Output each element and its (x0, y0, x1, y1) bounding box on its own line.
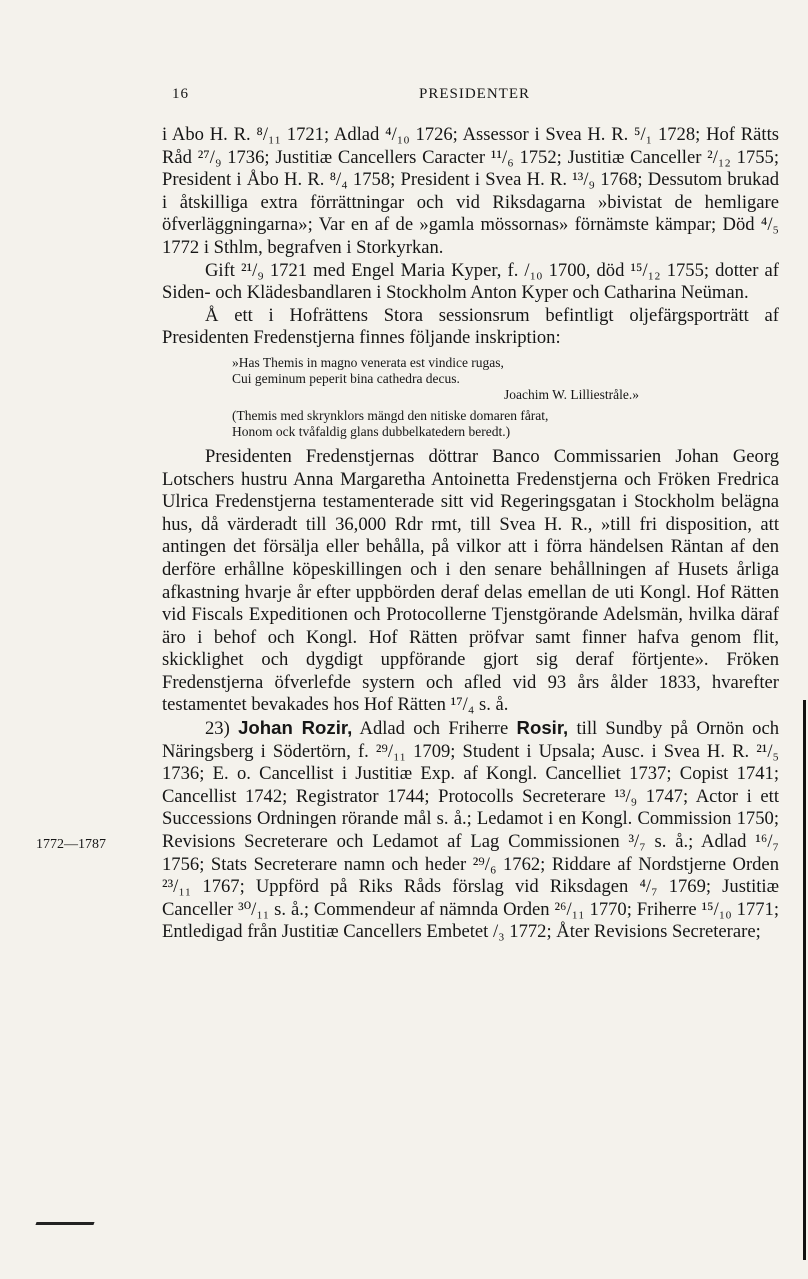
paragraph-marriage: Gift ²¹/₉ 1721 med Engel Maria Kyper, f. /₁₀ 1700, död ¹⁵/₁₂ 1755; dotter af Siden- och Klädesbandlaren i Stockholm Anton Kyper och Catharina Neüman. (162, 259, 779, 304)
inscription-signature: Joachim W. Lilliestråle.» (504, 386, 639, 402)
paragraph-career: i Abo H. R. ⁸/₁₁ 1721; Adlad ⁴/₁₀ 1726; Assessor i Svea H. R. ⁵/₁ 1728; Hof Rätts Råd ²⁷/₉ 1736; Justitiæ Cancellers Caracter ¹¹/₆ 1752; Justitiæ Canceller ²/₁₂ 1755; President i Åbo H. R. ⁸/₄ 1758; President i Svea H. R. ¹³/₉ 1768; Dessutom brukad i åtskilliga extra förrättningar och vid Riksdagarna »bivistat de hemligare öfverläggningarna»; Var en af de »gamla mössornas» förnämste kämpar; Död ⁴/₅ 1772 i Sthlm, begrafven i Storkyrkan. (162, 124, 779, 258)
margin-date-range: 1772—1787 (36, 837, 106, 852)
entry-number: 23) (205, 718, 230, 740)
page-header (172, 86, 777, 108)
translation-line: Honom ock tvåfaldig glans dubbelkatedern beredt.) (232, 423, 511, 439)
entry-text: Adlad och Friherre (352, 718, 517, 740)
entry-text: till Sundby på Ornön och Näringsberg i Södertörn, f. ²⁹/₁₁ 1709; Student i Upsala; Ausc. i Svea H. R. ²¹/₅ 1736; E. o. Cancellist i Justitiæ Exp. af Kongl. Cancelliet 1737; Copist 1741; Cancellist 1742; Registrator 1744; Protocolls Secreterare ¹³/₉ 1747; Actor i ett Successions Ordningen rörande mål s. å.; Ledamot i en Kongl. Commission 1750; Revisions Secreterare och Ledamot af Lag Commissionen ³/₇ s. å.; Adlad ¹⁶/₇ 1756; Stats Secreterare namn och heder ²⁹/₆ 1762; Riddare af Nordstjerne Orden ²³/₁₁ 1767; Uppförd på Riks Råds förslag vid Riksdagen ⁴/₇ 1769; Justitiæ Canceller ³⁰/₁₁ s. å.; Commendeur af nämnda Orden ²⁶/₁₁ 1770; Friherre ¹⁵/₁₀ 1771; Entledigad från Justitiæ Cancellers Embetet /₃ 1772; Åter Revisions Secreterare; (162, 718, 779, 943)
body-text (162, 124, 779, 944)
page-edge-mark (803, 700, 806, 1260)
latin-inscription (232, 355, 779, 403)
decorative-rule (35, 1222, 94, 1225)
inscription-line: Cui geminum peperit bina cathedra decus. (232, 370, 460, 386)
page-number: 16 (172, 86, 189, 102)
paragraph-rozir (162, 717, 779, 944)
running-head: PRESIDENTER (418, 86, 530, 102)
translation-line: (Themis med skrynklors mängd den nitiske domaren fårat, (232, 407, 549, 423)
person-name-noble: Rosir, (516, 717, 569, 739)
person-name: Johan Rozir, (238, 717, 353, 739)
inscription-translation (232, 408, 779, 440)
inscription-line: »Has Themis in magno venerata est vindice rugas, (232, 354, 504, 370)
paragraph-testament: Presidenten Fredenstjernas döttrar Banco Commissarien Johan Georg Lotschers hustru Anna Margaretha Antoinetta Fredenstjerna och Fröken Fredrica Ulrica Fredenstjerna testamenterade sitt vid Regeringsgatan i Stockholm belägna hus, då värderadt till 36,000 Rdr rmt, till Svea H. R., »till fri disposition, att antingen det försälja eller behålla, på vilkor att i förra händelsen Räntan af den derföre erhållne köpeskillingen och i den senare behållningen af Husets årliga afkastning hvarje år efter uppbörden deraf delas emellan de uti Kongl. Hof Rätten vid Fiscals Expeditionen och Protocollerne Tjenstgörande Adelsmän, hvilka däraf äro i behof och Kongl. Hof Rätten pröfvar samt finner hafva genom flit, skicklighet och dygdigt uppförande gjort sig deraf förtjente». Fröken Fredenstjerna öfverlefde systern och afled vid 93 års ålder 1833, hvarefter testamentet bevakades hos Hof Rätten ¹⁷/₄ s. å. (162, 445, 779, 716)
paragraph-portrait: Å ett i Hofrättens Stora sessionsrum befintligt oljefärgsporträtt af Presidenten Fredenstjerna finnes följande inskription: (162, 304, 779, 349)
